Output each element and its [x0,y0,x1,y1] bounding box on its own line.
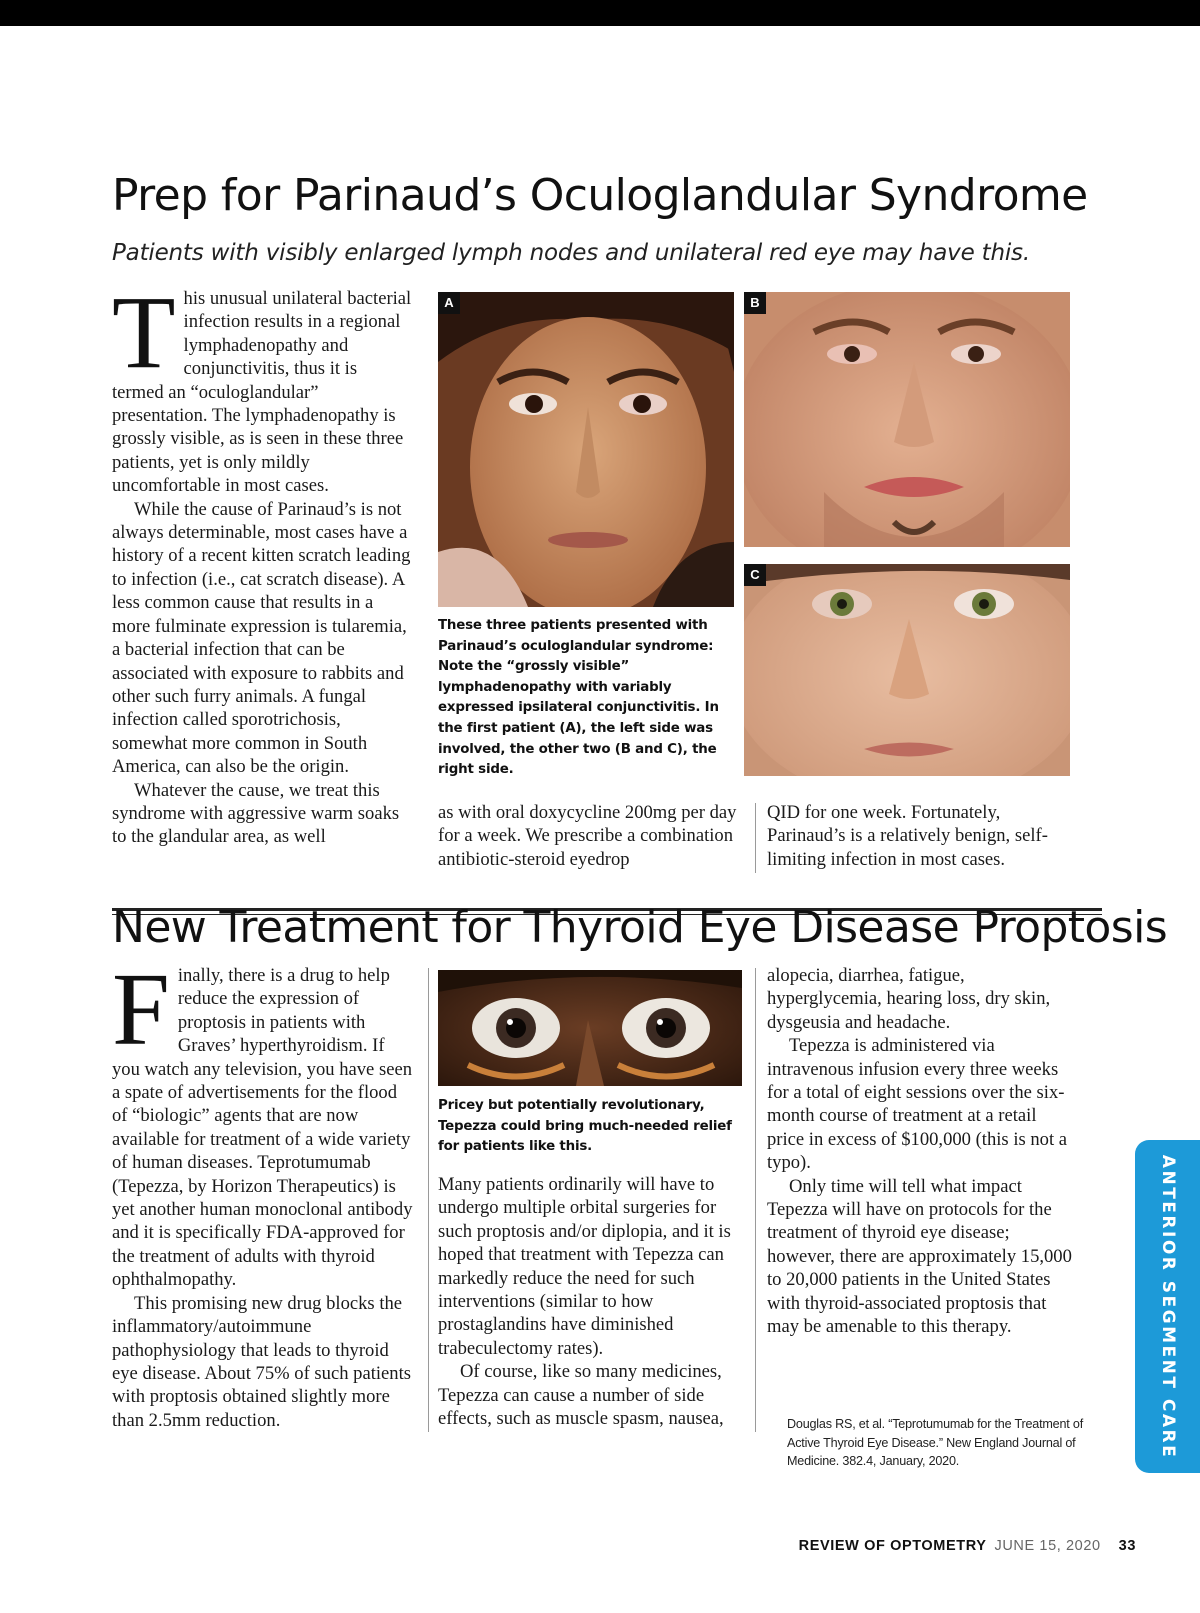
footer-page-number: 33 [1118,1538,1136,1554]
article1-column-3-text: QID for one week. Fortunately, Parinaud’s is a relatively benign, self-limiting infection in most cases. [767,802,1048,870]
article1-column-3 [767,801,1077,871]
article1-paragraph-1-text: his unusual unilateral bacterial infection results in a regional lymphadenopathy and conjunctivitis, thus it is termed an “oculoglandular” presentation. The lymphadenopathy is grossly visible, as is seen in these three patients, yet is only mildly uncomfortable in most cases. [112,288,412,497]
photo-patient-a [438,292,734,607]
dropcap-t: T [112,275,176,390]
article2-photo-caption: Pricey but potentially revolutionary, Tepezza could bring much-needed relief for patients like this. [438,1098,732,1155]
photo-label-b: B [744,292,766,314]
article1-photo-caption: These three patients presented with Parinaud’s oculoglandular syndrome: Note the “grossly visible” lymphadenopathy with variably expressed ipsilateral conjunctivitis. In the first patient (A), the left side was involved, the other two (B and C), the right side. [438,618,719,778]
dropcap-f: F [112,952,170,1067]
article2-column-2-paragraph-2: Of course, like so many medicines, Tepezza can cause a number of side effects, such as muscle spasm, nausea, [438,1361,724,1430]
photo-label-a: A [438,292,460,314]
article1-title: Prep for Parinaud’s Oculoglandular Syndrome [112,170,1088,221]
article2-title: New Treatment for Thyroid Eye Disease Proptosis [112,902,1168,953]
article2-column-2 [438,1173,750,1430]
article2-column-2-paragraph-1: Many patients ordinarily will have to undergo multiple orbital surgeries for such proptosis and/or diplopia, and it is hoped that treatment with Tepezza can markedly reduce the need for such interventions (similar to how prostaglandins have diminished trabeculectomy rates). [438,1174,731,1359]
patient-a-face-image [438,292,734,607]
article1-column-1 [112,275,412,849]
page-footer [799,1538,1136,1554]
article1-column-2-text: as with oral doxycycline 200mg per day for a week. We prescribe a combination antibiotic-steroid eyedrop [438,802,737,870]
footer-magazine-name: REVIEW OF OPTOMETRY [798,1538,987,1554]
photo-patient-b [744,292,1070,547]
article1-paragraph-3: Whatever the cause, we treat this syndrome with aggressive warm soaks to the glandular area, as well [112,779,400,848]
reference-citation: Douglas RS, et al. “Teprotumumab for the Treatment of Active Thyroid Eye Disease.” New England Journal of Medicine. 382.4, January, 2020. [787,1417,1083,1469]
article1-subtitle: Patients with visibly enlarged lymph nodes and unilateral red eye may have this. [112,240,1030,266]
article2-paragraph-2: This promising new drug blocks the inflammatory/autoimmune pathophysiology that leads to thyroid eye disease. About 75% of such patients with proptosis obtained slightly more than 2.5mm reduction. [112,1292,411,1431]
article2-column-3 [767,964,1077,1339]
photo-proptosis-patient [438,970,742,1086]
section-side-tab [1135,1140,1200,1473]
proptosis-eyes-image [438,970,742,1086]
top-black-bar [0,0,1200,26]
photo-label-c: C [744,564,766,586]
article2-column-1 [112,952,414,1432]
photo-patient-c [744,564,1070,776]
article2-column-3-paragraph-2: Tepezza is administered via intravenous infusion every three weeks for a total of eight sessions over the six-month course of treatment at a retail price in excess of $100,000 (this is not a typo). [767,1035,1068,1174]
article2-paragraph-1-text: inally, there is a drug to help reduce the expression of proptosis in patients with Graves’ hyperthyroidism. If you watch any television, you have seen a spate of advertisements for the flood of “biologic” agents that are now available for treatment of a wide variety of human diseases. Teprotumumab (Tepezza, by Horizon Therapeutics) is yet another human monoclonal antibody and it is specifically FDA-approved for the treatment of adults with thyroid ophthalmopathy. [112,965,413,1291]
side-tab-label: ANTERIOR SEGMENT CARE [1157,1154,1178,1459]
footer-date: JUNE 15, 2020 [994,1538,1101,1554]
article2-paragraph-1 [112,952,414,1292]
article2-column-3-paragraph-3: Only time will tell what impact Tepezza will have on protocols for the treatment of thyroid eye disease; however, there are approximately 15,000 to 20,000 patients in the United States with thyroid-associated proptosis that may be amenable to this therapy. [767,1175,1072,1338]
patient-b-face-image [744,292,1070,547]
article1-column-2 [438,801,743,871]
column-divider [755,968,756,1432]
article1-paragraph-1 [112,275,412,498]
article2-column-3-paragraph-1: alopecia, diarrhea, fatigue, hyperglycemia, hearing loss, dry skin, dysgeusia and headache. [767,965,1051,1033]
article1-paragraph-2: While the cause of Parinaud’s is not always determinable, most cases have a history of a recent kitten scratch leading to infection (i.e., cat scratch disease). A less common cause that results in a more fulminate expression is tularemia, a bacterial infection that can be associated with exposure to rabbits and other such furry animals. A fungal infection called sporotrichosis, somewhat more common in South America, can also be the origin. [112,498,411,778]
patient-c-face-image [744,564,1070,776]
column-divider [755,803,756,873]
column-divider [428,968,429,1432]
